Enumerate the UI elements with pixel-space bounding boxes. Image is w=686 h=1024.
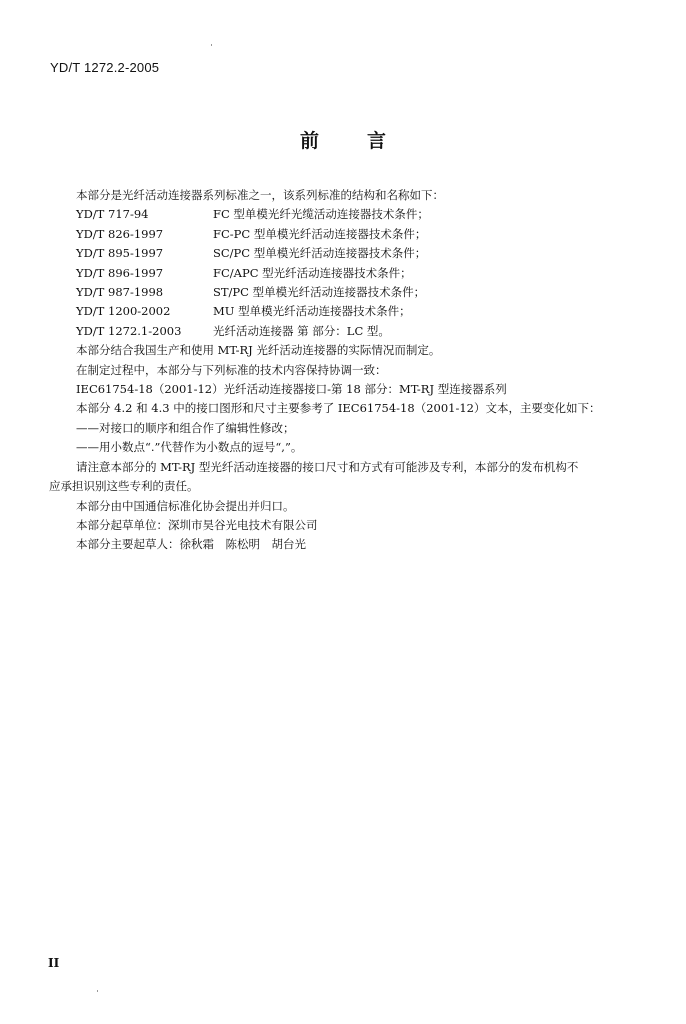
intro-paragraph: 本部分是光纤活动连接器系列标准之一，该系列标准的结构和名称如下：: [76, 188, 444, 202]
reference-code: YD/T 1272.1-2003: [76, 323, 182, 338]
iec-reference: IEC61754-18（2001-12）光纤活动连接器接口-第 18 部分：MT-RJ 型连接器系列: [76, 382, 507, 397]
change-item: ——对接口的顺序和组合作了编辑性修改；: [76, 420, 295, 435]
scan-speck: [211, 44, 212, 46]
reference-code: YD/T 826-1997: [76, 226, 164, 241]
reference-code: YD/T 987-1998: [76, 285, 164, 300]
changes-intro: 本部分 4.2 和 4.3 中的接口图形和尺寸主要参考了 IEC61754-18（2001-12）文本，主要变化如下：: [76, 401, 601, 416]
reference-name: FC 型单模光纤光缆活动连接器技术条件；: [213, 207, 429, 222]
patent-notice: 请注意本部分的 MT-RJ 型光纤活动连接器的接口尺寸和方式有可能涉及专利，本部分的发布机构不: [76, 459, 579, 474]
reference-name: FC/APC 型光纤活动连接器技术条件；: [213, 265, 412, 280]
scan-speck: [97, 990, 98, 992]
reference-name: SC/PC 型单模光纤活动连接器技术条件；: [213, 246, 427, 261]
reference-item: [0, 264, 686, 283]
reference-name: FC-PC 型单模光纤活动连接器技术条件；: [213, 226, 427, 241]
reference-name: MU 型单模光纤活动连接器技术条件；: [213, 304, 411, 319]
page-title: 前言: [299, 130, 434, 152]
foreword-body: [0, 186, 686, 555]
reference-item: [0, 244, 686, 263]
reference-code: YD/T 895-1997: [76, 246, 164, 261]
reference-code: YD/T 896-1997: [76, 265, 164, 280]
change-item: ——用小数点“.”代替作为小数点的逗号“,”。: [76, 440, 303, 455]
reference-item: [0, 302, 686, 321]
page-number: II: [48, 956, 60, 970]
drafting-unit-paragraph: 本部分起草单位：深圳市昊谷光电技术有限公司: [76, 517, 318, 532]
coordination-paragraph: 在制定过程中，本部分与下列标准的技术内容保持协调一致：: [76, 362, 387, 377]
reference-item: [0, 283, 686, 302]
patent-notice-continued: 应承担识别这些专利的责任。: [49, 479, 199, 494]
standard-code: YD/T 1272.2-2005: [50, 60, 160, 75]
reference-item: [0, 225, 686, 244]
reference-item: [0, 322, 686, 341]
reference-item: [0, 205, 686, 224]
reference-name: 光纤活动连接器 第 部分：LC 型。: [213, 323, 390, 338]
reference-code: YD/T 1200-2002: [76, 304, 171, 319]
reference-code: YD/T 717-94: [76, 207, 149, 222]
drafters-paragraph: 本部分主要起草人：徐秋霜 陈松明 胡台光: [76, 537, 306, 552]
reference-name: ST/PC 型单模光纤活动连接器技术条件；: [213, 285, 426, 300]
proposer-paragraph: 本部分由中国通信标准化协会提出并归口。: [76, 498, 295, 513]
basis-paragraph: 本部分结合我国生产和使用 MT-RJ 光纤活动连接器的实际情况而制定。: [76, 343, 441, 358]
